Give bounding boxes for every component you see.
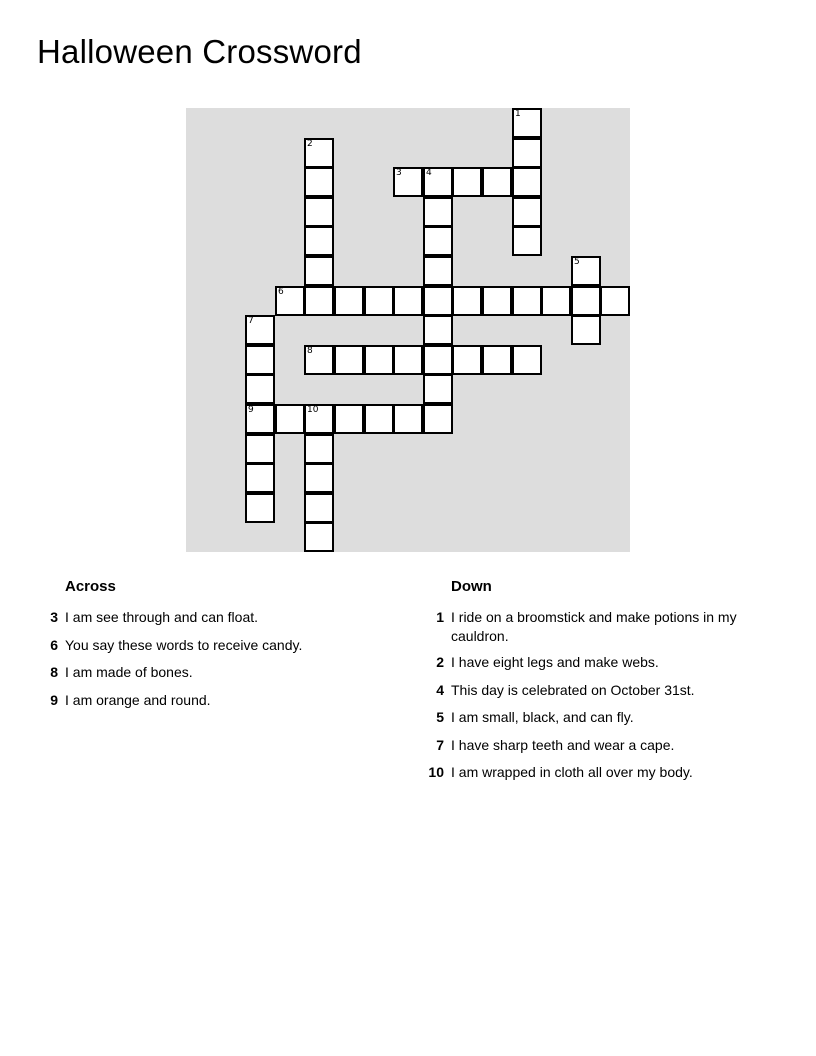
grid-cell[interactable] [541, 286, 571, 316]
grid-cell[interactable] [423, 197, 453, 227]
grid-cell[interactable] [452, 286, 482, 316]
cell-number: 5 [574, 257, 580, 267]
grid-cell[interactable] [512, 167, 542, 197]
grid-cell[interactable] [245, 315, 275, 345]
clue-number: 1 [436, 609, 444, 625]
grid-cell[interactable] [571, 315, 601, 345]
cell-number: 1 [515, 109, 521, 119]
clue-text: I am orange and round. [65, 692, 211, 708]
grid-cell[interactable] [393, 345, 423, 375]
grid-cell[interactable] [452, 345, 482, 375]
grid-cell[interactable] [245, 404, 275, 434]
grid-cell[interactable] [393, 167, 423, 197]
clue-text: This day is celebrated on October 31st. [451, 682, 695, 698]
grid-cell[interactable] [571, 286, 601, 316]
grid-cell[interactable] [304, 345, 334, 375]
clue-text: I have sharp teeth and wear a cape. [451, 737, 675, 753]
cell-number: 6 [278, 287, 284, 297]
grid-cell[interactable] [423, 256, 453, 286]
grid-cell[interactable] [364, 286, 394, 316]
grid-cell[interactable] [423, 345, 453, 375]
grid-cell[interactable] [304, 197, 334, 227]
clue-number: 3 [50, 609, 58, 625]
down-heading: Down [451, 578, 492, 595]
grid-cell[interactable] [334, 404, 364, 434]
cell-number: 2 [307, 139, 313, 149]
clue-text: I ride on a broomstick and make potions in my [451, 609, 737, 625]
grid-cell[interactable] [304, 286, 334, 316]
grid-cell[interactable] [304, 138, 334, 168]
grid-cell[interactable] [304, 434, 334, 464]
clue-text: I am small, black, and can fly. [451, 709, 634, 725]
grid-cell[interactable] [245, 374, 275, 404]
cell-number: 9 [248, 405, 254, 415]
grid-cell[interactable] [304, 463, 334, 493]
grid-cell[interactable] [334, 345, 364, 375]
clue-number: 10 [428, 764, 444, 780]
grid-cell[interactable] [482, 167, 512, 197]
clue-number: 2 [436, 654, 444, 670]
page-title: Halloween Crossword [37, 33, 362, 70]
grid-cell[interactable] [423, 286, 453, 316]
grid-cell[interactable] [512, 138, 542, 168]
grid-cell[interactable] [304, 404, 334, 434]
grid-cell[interactable] [334, 286, 364, 316]
grid-cell[interactable] [304, 226, 334, 256]
grid-cell[interactable] [423, 226, 453, 256]
cell-number: 10 [307, 405, 319, 415]
grid-cell[interactable] [393, 286, 423, 316]
cell-number: 7 [248, 316, 254, 326]
cell-number: 8 [307, 346, 313, 356]
grid-cell[interactable] [304, 256, 334, 286]
across-heading: Across [65, 578, 116, 595]
cell-number: 3 [396, 168, 402, 178]
grid-cell[interactable] [452, 167, 482, 197]
grid-cell[interactable] [423, 167, 453, 197]
grid-cell[interactable] [364, 404, 394, 434]
clue-number: 4 [436, 682, 444, 698]
grid-cell[interactable] [512, 197, 542, 227]
clue-text: I am wrapped in cloth all over my body. [451, 764, 693, 780]
clue-number: 8 [50, 664, 58, 680]
grid-cell[interactable] [304, 167, 334, 197]
grid-cell[interactable] [512, 345, 542, 375]
grid-cell[interactable] [512, 226, 542, 256]
grid-cell[interactable] [304, 522, 334, 552]
grid-cell[interactable] [275, 404, 305, 434]
grid-cell[interactable] [600, 286, 630, 316]
clue-number: 9 [50, 692, 58, 708]
grid-cell[interactable] [245, 345, 275, 375]
grid-cell[interactable] [482, 286, 512, 316]
grid-cell[interactable] [245, 463, 275, 493]
clue-text: I have eight legs and make webs. [451, 654, 659, 670]
clue-number: 6 [50, 637, 58, 653]
grid-cell[interactable] [364, 345, 394, 375]
grid-cell[interactable] [571, 256, 601, 286]
grid-cell[interactable] [423, 315, 453, 345]
cell-number: 4 [426, 168, 432, 178]
grid-cell[interactable] [304, 493, 334, 523]
clue-text: I am made of bones. [65, 664, 193, 680]
grid-cell[interactable] [512, 286, 542, 316]
grid-cell[interactable] [245, 493, 275, 523]
grid-cell[interactable] [393, 404, 423, 434]
grid-cell[interactable] [423, 374, 453, 404]
clue-text-continued: cauldron. [451, 628, 509, 644]
grid-cell[interactable] [512, 108, 542, 138]
clue-number: 7 [436, 737, 444, 753]
grid-cell[interactable] [423, 404, 453, 434]
grid-cell[interactable] [482, 345, 512, 375]
grid-cell[interactable] [245, 434, 275, 464]
clue-text: You say these words to receive candy. [65, 637, 303, 653]
grid-cell[interactable] [275, 286, 305, 316]
clue-text: I am see through and can float. [65, 609, 259, 625]
clue-number: 5 [436, 709, 444, 725]
